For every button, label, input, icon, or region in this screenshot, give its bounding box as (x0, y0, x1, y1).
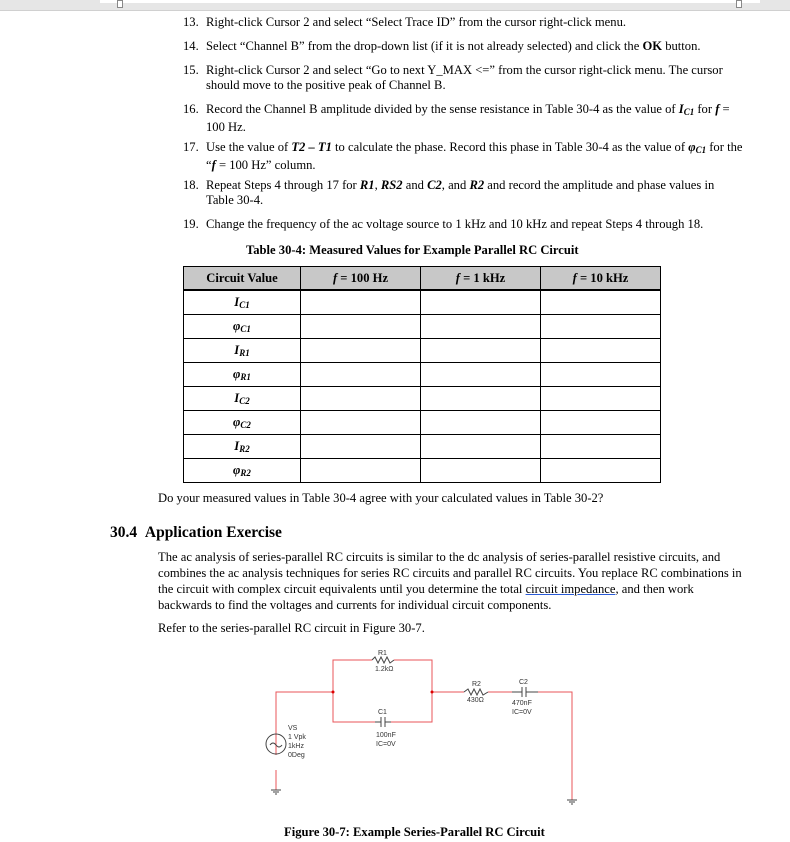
vs-phase: 0Deg (288, 752, 305, 759)
step-number: 16. (183, 102, 199, 116)
quantity-symbol: φ (233, 463, 241, 477)
quantity-subscript: C2 (239, 396, 250, 406)
circuit-value-cell (184, 363, 301, 387)
text-segment: Right-click Cursor 2 and select “Select Trace ID” from the cursor right-click menu. (206, 15, 627, 29)
value-input-cell[interactable] (541, 363, 661, 387)
table-title: Table 30-4: Measured Values for Example Parallel RC Circuit (246, 243, 579, 257)
section-heading (110, 524, 282, 542)
vs-frequency: 1kHz (288, 743, 304, 750)
ruler[interactable] (0, 0, 790, 11)
circuit-value-cell (184, 411, 301, 435)
table-row (184, 459, 661, 483)
right-indent-marker[interactable] (736, 0, 742, 8)
table-row (184, 387, 661, 411)
table-row (184, 411, 661, 435)
text-segment: OK (642, 39, 663, 53)
step-item (183, 39, 743, 54)
value-input-cell[interactable] (421, 363, 541, 387)
text-segment: and (402, 178, 428, 192)
text-segment: C2 (427, 178, 442, 192)
circuit-value-cell (184, 315, 301, 339)
measured-values-table (183, 266, 661, 483)
c1-capacitor-icon (375, 717, 391, 727)
figure-caption: Figure 30-7: Example Series-Parallel RC Circuit (284, 825, 545, 839)
vs-amplitude: 1 Vpk (288, 734, 306, 741)
table-row (184, 435, 661, 459)
freq-symbol: f (572, 270, 577, 285)
text-segment: and record the amplitude and phase values in Table 30-4. (206, 178, 715, 207)
value-input-cell[interactable] (421, 290, 541, 315)
value-input-cell[interactable] (301, 387, 421, 411)
step-text (206, 39, 743, 54)
spellcheck-underlined-text[interactable]: circuit impedance (525, 582, 616, 596)
step-item (183, 15, 743, 30)
c2-capacitor-icon (512, 687, 538, 697)
circuit-value-cell (184, 339, 301, 363)
c1-ic: IC=0V (376, 741, 396, 748)
column-header (421, 267, 541, 291)
text-segment: Select “Channel B” from the drop-down list (if it is not already selected) and click the (206, 39, 643, 53)
quantity-subscript: R2 (239, 444, 250, 454)
value-input-cell[interactable] (301, 435, 421, 459)
quantity-symbol: I (234, 439, 240, 453)
step-item (183, 178, 743, 208)
quantity-symbol: I (234, 391, 240, 405)
text-segment: R2 (469, 178, 485, 192)
step-text (206, 178, 743, 208)
text-segment: T2 – T1 (291, 140, 332, 154)
c2-label: C2 (519, 679, 528, 686)
quantity-subscript: C1 (239, 300, 250, 310)
text-segment: , and (441, 178, 470, 192)
step-number: 15. (183, 63, 199, 77)
value-input-cell[interactable] (541, 387, 661, 411)
table-row (184, 290, 661, 315)
ground-icon-right (567, 800, 577, 804)
column-header: Circuit Value (184, 267, 301, 291)
r2-value: 430Ω (467, 697, 484, 704)
column-header (541, 267, 661, 291)
value-input-cell[interactable] (541, 290, 661, 315)
text-segment: , (374, 178, 381, 192)
text-segment: = 100 Hz. (206, 102, 730, 134)
step-item (183, 102, 743, 135)
step-item (183, 140, 743, 173)
value-input-cell[interactable] (541, 459, 661, 483)
value-input-cell[interactable] (301, 339, 421, 363)
intro-paragraph (158, 549, 748, 613)
step-number: 19. (183, 217, 199, 231)
text-segment: f (211, 158, 216, 172)
quantity-subscript: C2 (240, 420, 251, 430)
ruler-page-area (100, 0, 760, 3)
quantity-symbol: I (234, 295, 240, 309)
step-number: 18. (183, 178, 199, 192)
quantity-symbol: φ (233, 415, 241, 429)
value-input-cell[interactable] (301, 363, 421, 387)
value-input-cell[interactable] (301, 315, 421, 339)
text-segment: for (694, 102, 716, 116)
text-segment: C1 (695, 145, 707, 155)
circuit-value-cell (184, 459, 301, 483)
text-segment: Repeat Steps 4 through 17 for (206, 178, 360, 192)
c1-label: C1 (378, 709, 387, 716)
text-segment: RS2 (380, 178, 403, 192)
circuit-value-cell (184, 290, 301, 315)
value-input-cell[interactable] (421, 315, 541, 339)
step-text (206, 140, 743, 173)
column-header (301, 267, 421, 291)
step-text (206, 102, 743, 135)
value-input-cell[interactable] (421, 339, 541, 363)
text-segment: φ (688, 140, 696, 154)
step-number: 14. (183, 39, 199, 53)
quantity-subscript: R1 (240, 372, 251, 382)
value-input-cell[interactable] (301, 411, 421, 435)
step-number: 13. (183, 15, 199, 29)
text-segment: = 100 Hz” column. (215, 158, 316, 172)
value-input-cell[interactable] (301, 459, 421, 483)
ground-icon-left (271, 790, 281, 794)
header-text: = 1 kHz (459, 270, 506, 285)
text-segment: Use the value of (206, 140, 292, 154)
quantity-symbol: I (234, 343, 240, 357)
value-input-cell[interactable] (541, 339, 661, 363)
r2-resistor-icon (464, 689, 488, 695)
section-title: Application Exercise (144, 524, 282, 541)
r1-resistor-icon (372, 657, 394, 663)
text-segment: button. (662, 39, 701, 53)
text-segment: f (715, 102, 720, 116)
quantity-subscript: R1 (239, 348, 250, 358)
quantity-subscript: C1 (240, 324, 251, 334)
r1-value: 1.2kΩ (375, 666, 394, 673)
value-input-cell[interactable] (541, 315, 661, 339)
freq-symbol: f (455, 270, 460, 285)
text-segment: for the “ (206, 140, 743, 172)
text-segment: Right-click Cursor 2 and select “Go to next Y_MAX <=” from the cursor right-click menu. The cursor should move to the positive peak of Channel B. (206, 63, 723, 92)
circuit-value-cell (184, 387, 301, 411)
quantity-symbol: φ (233, 319, 241, 333)
question-text: Do your measured values in Table 30-4 agree with your calculated values in Table 30-2? (158, 491, 604, 505)
value-input-cell[interactable] (541, 435, 661, 459)
paragraph-text-end: , and then work backwards to find the voltages and currents for individual circuit components. (158, 582, 694, 612)
step-item (183, 63, 743, 93)
c1-value: 100nF (376, 732, 396, 739)
step-text (206, 15, 743, 30)
c2-ic: IC=0V (512, 709, 532, 716)
r1-label: R1 (378, 650, 387, 657)
text-segment: Record the Channel B amplitude divided by the sense resistance in Table 30-4 as the value of (206, 102, 679, 116)
text-segment: R1 (359, 178, 375, 192)
text-segment: C1 (683, 107, 695, 117)
text-segment: I (678, 102, 684, 116)
quantity-symbol: φ (233, 367, 241, 381)
step-item (183, 217, 743, 232)
paragraph-text: The ac analysis of series-parallel RC circuits is similar to the dc analysis of series-parallel resistive circuits, and combines the ac analysis techniques for series RC circuits and parallel RC circuits. You replace RC combinations in the circuit with complex circuit equivalents until you determine the total (158, 550, 742, 596)
header-text: = 100 Hz (337, 270, 389, 285)
r2-label: R2 (472, 681, 481, 688)
value-input-cell[interactable] (541, 411, 661, 435)
c2-value: 470nF (512, 700, 532, 707)
refer-text: Refer to the series-parallel RC circuit in Figure 30-7. (158, 621, 425, 635)
circuit-diagram (250, 640, 590, 820)
circuit-value-cell (184, 435, 301, 459)
freq-symbol: f (332, 270, 338, 285)
table-row (184, 339, 661, 363)
vs-label: VS (288, 725, 298, 732)
value-input-cell[interactable] (421, 435, 541, 459)
value-input-cell[interactable] (301, 290, 421, 315)
header-text: = 10 kHz (576, 270, 629, 285)
section-number: 30.4 (110, 524, 138, 541)
value-input-cell[interactable] (421, 387, 541, 411)
value-input-cell[interactable] (421, 459, 541, 483)
step-text (206, 63, 743, 93)
table-row (184, 363, 661, 387)
quantity-subscript: R2 (240, 468, 251, 478)
value-input-cell[interactable] (421, 411, 541, 435)
step-text (206, 217, 743, 232)
left-indent-marker[interactable] (117, 0, 123, 8)
text-segment: to calculate the phase. Record this phase in Table 30-4 as the value of (331, 140, 689, 154)
text-segment: Change the frequency of the ac voltage source to 1 kHz and 10 kHz and repeat Steps 4 through 18. (206, 217, 704, 231)
step-number: 17. (183, 140, 199, 154)
table-row (184, 315, 661, 339)
